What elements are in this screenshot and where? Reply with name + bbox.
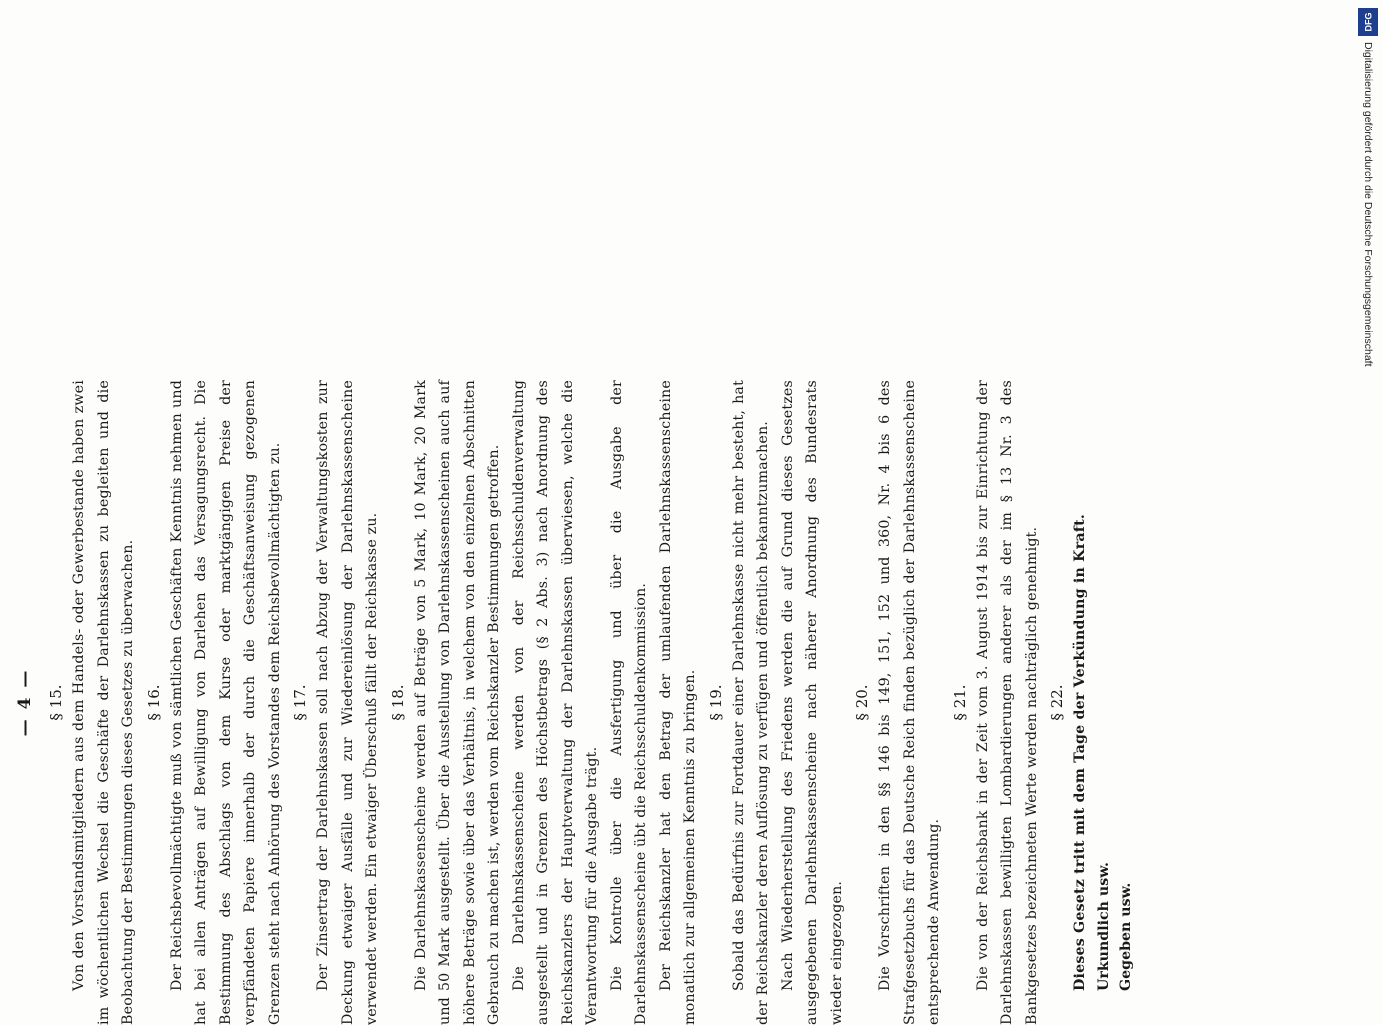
- page-content: [15, 380, 1145, 1025]
- section-heading: § 21.: [950, 684, 969, 721]
- section-paragraph: Die von der Reichsbank in der Zeit vom 3. August 1914 bis zur Einrichtung der Darlehnskassen bewilligten Lombardierungen anderer als der im § 13 Nr. 3 des Bankgesetzes bezeichneten Werte werden nachträglich genehmigt.: [974, 380, 1040, 1025]
- digitization-credit: Digitalisierung gefördert durch die Deutsche Forschungsgemeinschaft: [1362, 42, 1374, 367]
- page-number: — 4 —: [15, 668, 35, 737]
- section-paragraph: Die Darlehnskassenscheine werden von der Reichsschuldenverwaltung ausgestellt und in Grenzen des Höchstbetrags (§ 2 Abs. 3) nach Anordnung des Reichskanzlers der Hauptverwaltung der Darlehnskassen überwiesen, welche die Verantwortung für die Ausgabe trägt.: [510, 380, 600, 1025]
- section-paragraph: Die Vorschriften in den §§ 146 bis 149, 151, 152 und 360, Nr. 4 bis 6 des Strafgesetzbuchs für das Deutsche Reich finden bezüglich der Darlehnskassenscheine entsprechende Anwendung.: [877, 380, 942, 1025]
- section-paragraph: Der Reichskanzler hat den Betrag der umlaufenden Darlehnskassenscheine monatlich zur allgemeinen Kenntnis zu bringen.: [657, 380, 698, 1025]
- dfg-logo: [1358, 8, 1378, 36]
- closing-line: Gegeben usw.: [1117, 882, 1134, 991]
- section-heading: § 22.: [1048, 684, 1066, 721]
- section-paragraph: Der Zinsertrag der Darlehnskassen soll nach Abzug der Verwaltungskosten zur Deckung etwaiger Ausfälle und zur Wiedereinlösung der Darlehnskassenscheine verwendet werden. Ein etwaiger Überschuß fällt der Reichskasse zu.: [315, 380, 380, 1025]
- sections-container: [47, 380, 1093, 1025]
- section-heading: § 15.: [47, 684, 65, 721]
- section-paragraph: Der Reichsbevollmächtigte muß von sämtlichen Geschäften Kenntnis nehmen und hat bei allen Anträgen auf Bewilligung von Darlehen das Versagungsrecht. Die Bestimmung des Abschlags von dem Kurse oder marktgängigen Preise der verpfändeten Papiere innerhalb der durch die Geschäftsanweisung gezogenen Grenzen steht nach Anhörung des Vorstandes dem Reichsbevollmächtigten zu.: [168, 380, 283, 1025]
- section-paragraph: Die Darlehnskassenscheine werden auf Beträge von 5 Mark, 10 Mark, 20 Mark und 50 Mark ausgestellt. Über die Ausstellung von Darlehnskassenscheinen auch auf höhere Beträge sowie über das Verhältnis, in welchem von den einzelnen Abschnitten Gebrauch zu machen ist, werden vom Reichskanzler Bestimmungen getroffen.: [412, 380, 502, 1025]
- section-heading: § 18.: [388, 684, 407, 721]
- section-paragraph: Nach Wiederherstellung des Friedens werden die auf Grund dieses Gesetzes ausgegebenen Darlehnskassenscheine nach näherer Anordnung des Bundesrats wieder eingezogen.: [779, 380, 845, 1025]
- section-heading: § 19.: [706, 684, 725, 721]
- section-paragraph: Die Kontrolle über die Ausfertigung und über die Ausgabe der Darlehnskassenscheine übt die Reichsschuldenkommission.: [608, 380, 649, 1025]
- dfg-logo-text: DFG: [1363, 12, 1373, 32]
- section-heading: § 17.: [291, 684, 309, 721]
- section-heading: § 20.: [853, 684, 871, 721]
- rotated-page: [15, 0, 1134, 1025]
- digitization-sidebar: [1357, 8, 1379, 988]
- section-paragraph: Sobald das Bedürfnis zur Fortdauer einer Darlehnskasse nicht mehr besteht, hat der Reichskanzler deren Auflösung zu verfügen und öffentlich bekanntzumachen.: [730, 380, 771, 1025]
- closing-line: Urkundlich usw.: [1095, 862, 1112, 991]
- section-heading: § 16.: [144, 684, 163, 721]
- section-paragraph: Von den Vorstandsmitgliedern aus dem Handels- oder Gewerbestande haben zwei im wöchentlichen Wechsel die Geschäfte der Darlehnskassen zu begleiten und die Beobachtung der Bestimmungen dieses Gesetzes zu überwachen.: [71, 380, 136, 1025]
- section-paragraph: Dieses Gesetz tritt mit dem Tage der Verkündung in Kraft.: [1072, 514, 1088, 991]
